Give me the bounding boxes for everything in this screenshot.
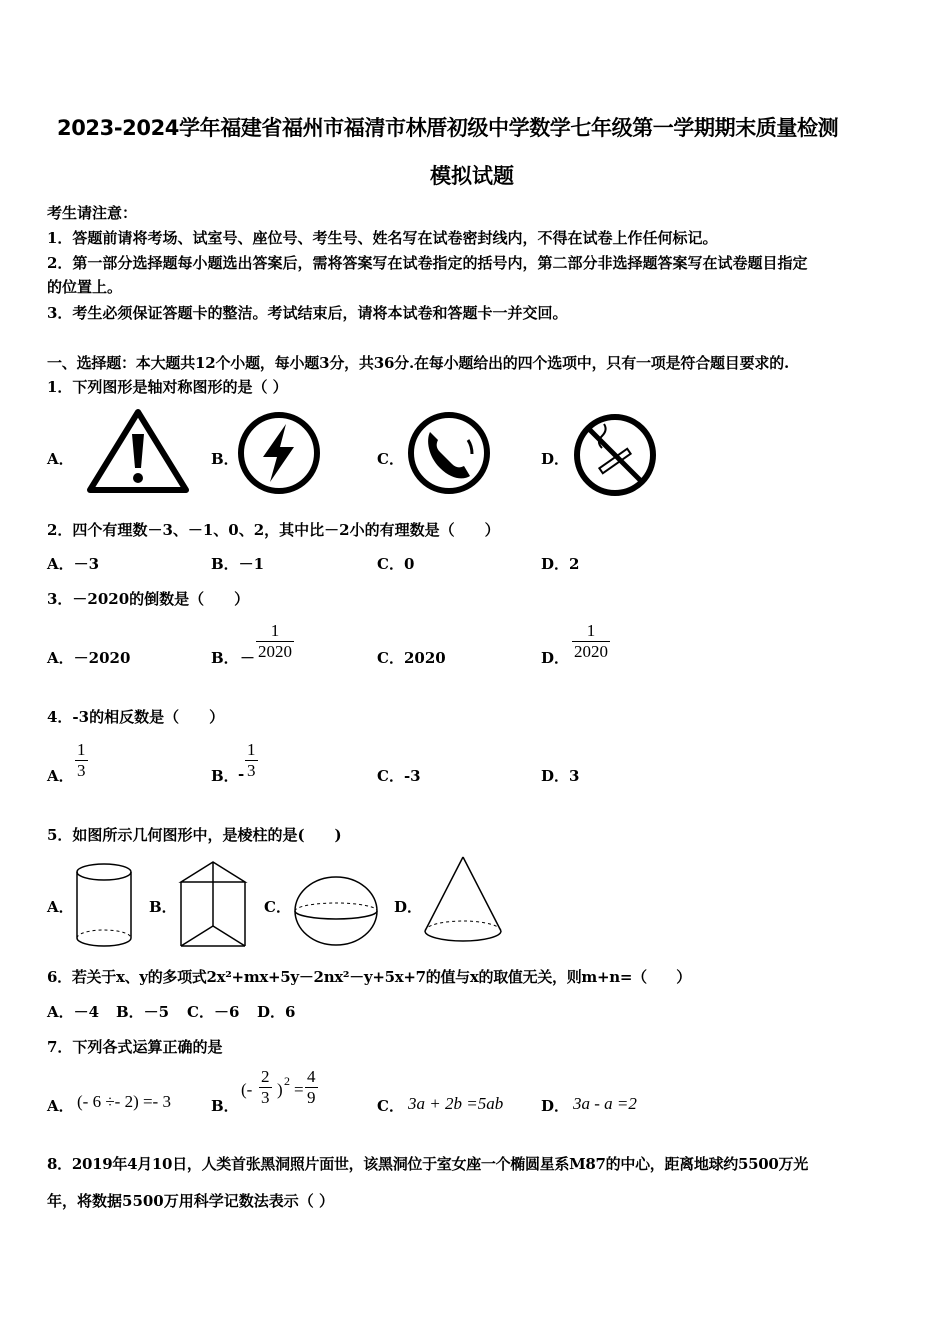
q7-option-b-close: ): [277, 1080, 283, 1099]
q4-b-numerator: 1: [247, 740, 256, 759]
notice-heading: 考生请注意：: [47, 204, 138, 222]
cone-icon: [422, 855, 504, 947]
q3-b-denominator: 2020: [258, 642, 292, 661]
q1-stem: 1．下列图形是轴对称图形的是（ ）: [47, 378, 288, 396]
q7-option-d-expr: 3a - a =2: [573, 1094, 637, 1113]
sphere-icon: [293, 875, 379, 947]
cylinder-icon: [75, 862, 133, 948]
q1-label-b: B．: [211, 450, 239, 468]
q7-option-b-exponent: 2: [284, 1074, 290, 1088]
q4-option-a-label: A．: [47, 767, 74, 785]
notice-item-3: 3．考生必须保证答题卡的整洁。考试结束后，请将本试卷和答题卡一并交回。: [47, 304, 568, 322]
q3-b-numerator: 1: [270, 621, 280, 640]
q3-option-b-label: B．: [211, 649, 239, 667]
lightning-circle-icon: [236, 410, 322, 496]
q4-a-numerator: 1: [77, 740, 86, 759]
notice-item-1: 1．答题前请将考场、试室号、座位号、考生号、姓名写在试卷密封线内，不得在试卷上作任何标记。: [47, 229, 718, 247]
q5-label-b: B．: [149, 898, 177, 916]
no-smoking-icon: [572, 412, 658, 498]
q1-label-c: C．: [377, 450, 404, 468]
q4-option-b-fraction: [245, 740, 258, 781]
triangular-prism-icon: [177, 860, 249, 950]
section-heading: 一、选择题：本大题共12个小题，每小题3分，共36分.在每小题给出的四个选项中，只有一项是符合题目要求的.: [47, 354, 790, 372]
q7-option-b-fraction: [259, 1067, 272, 1108]
q7-b-result-denominator: 9: [307, 1088, 316, 1107]
q7-option-a-label: A．: [47, 1097, 74, 1115]
q7-b-denominator: 3: [261, 1088, 270, 1107]
q3-option-a: A．－2020: [47, 649, 131, 667]
q7-option-c-expr: 3a + 2b =5ab: [408, 1094, 504, 1113]
q5-label-d: D．: [394, 898, 423, 916]
q3-option-c: C．2020: [377, 649, 446, 667]
q3-stem: 3．－2020的倒数是（ ）: [47, 590, 250, 608]
q3-option-d-fraction: [572, 621, 610, 662]
q7-b-numerator: 2: [261, 1067, 270, 1086]
notice-item-2a: 2．第一部分选择题每小题选出答案后，需将答案写在试卷指定的括号内，第二部分非选择题答案写在试卷题目指定: [47, 254, 808, 272]
q4-b-denominator: 3: [247, 761, 256, 780]
q7-stem: 7．下列各式运算正确的是: [47, 1038, 223, 1056]
page-title-line2: 模拟试题: [430, 164, 514, 188]
q2-option-c: C．0: [377, 555, 415, 573]
q8-stem-line2: 年，将数据5500万用科学记数法表示（ ）: [47, 1192, 334, 1210]
q3-d-denominator: 2020: [574, 642, 608, 661]
warning-triangle-icon: [86, 408, 190, 494]
q4-option-a-fraction: [75, 740, 88, 781]
q4-option-d: D．3: [541, 767, 580, 785]
q7-option-c-label: C．: [377, 1097, 404, 1115]
q6-option-d: D．6: [257, 1003, 296, 1021]
q4-option-b-sign: -: [238, 765, 245, 783]
q8-stem-line1: 8．2019年4月10日，人类首张黑洞照片面世，该黑洞位于室女座一个椭圆星系M87的中心，距离地球约5500万光: [47, 1155, 808, 1173]
q4-option-c: C．-3: [377, 767, 421, 785]
q7-option-a-expr: (- 6 ÷- 2) =- 3: [77, 1092, 171, 1111]
q5-label-a: A．: [47, 898, 74, 916]
q5-label-c: C．: [264, 898, 291, 916]
notice-item-2b: 的位置上。: [47, 278, 123, 296]
q7-option-d-label: D．: [541, 1097, 570, 1115]
q6-option-b: B．－5: [116, 1003, 170, 1021]
q7-b-result-numerator: 4: [307, 1067, 316, 1086]
q3-option-d-label: D．: [541, 649, 570, 667]
q5-stem: 5．如图所示几何图形中，是棱柱的是( ): [47, 826, 342, 844]
q7-option-b-open: (-: [241, 1080, 253, 1099]
q6-option-c: C．－6: [187, 1003, 240, 1021]
page-title-line1: 2023-2024学年福建省福州市福清市林厝初级中学数学七年级第一学期期末质量检测: [57, 116, 839, 140]
q2-option-d: D．2: [541, 555, 580, 573]
phone-circle-icon: [406, 410, 492, 496]
q2-option-b: B．－1: [211, 555, 265, 573]
q6-option-a: A．－4: [47, 1003, 100, 1021]
q3-d-numerator: 1: [586, 621, 596, 640]
q2-option-a: A．－3: [47, 555, 100, 573]
q3-option-b-sign: －: [240, 649, 256, 667]
q7-option-b-equals: =: [294, 1080, 304, 1099]
q4-a-denominator: 3: [77, 761, 86, 780]
q1-label-d: D．: [541, 450, 570, 468]
q1-label-a: A．: [47, 450, 74, 468]
q7-option-b-label: B．: [211, 1097, 239, 1115]
q2-stem: 2．四个有理数－3、－1、0、2，其中比－2小的有理数是（ ）: [47, 521, 500, 539]
q6-stem: 6．若关于x、y的多项式2x²+mx+5y－2nx²－y+5x+7的值与x的取值无关，则m+n=（ ）: [47, 968, 691, 986]
q4-option-b-label: B．: [211, 767, 239, 785]
q4-stem: 4．-3的相反数是（ ）: [47, 708, 225, 726]
q7-option-b-result: [305, 1067, 318, 1108]
q3-option-b-fraction: [256, 621, 294, 662]
